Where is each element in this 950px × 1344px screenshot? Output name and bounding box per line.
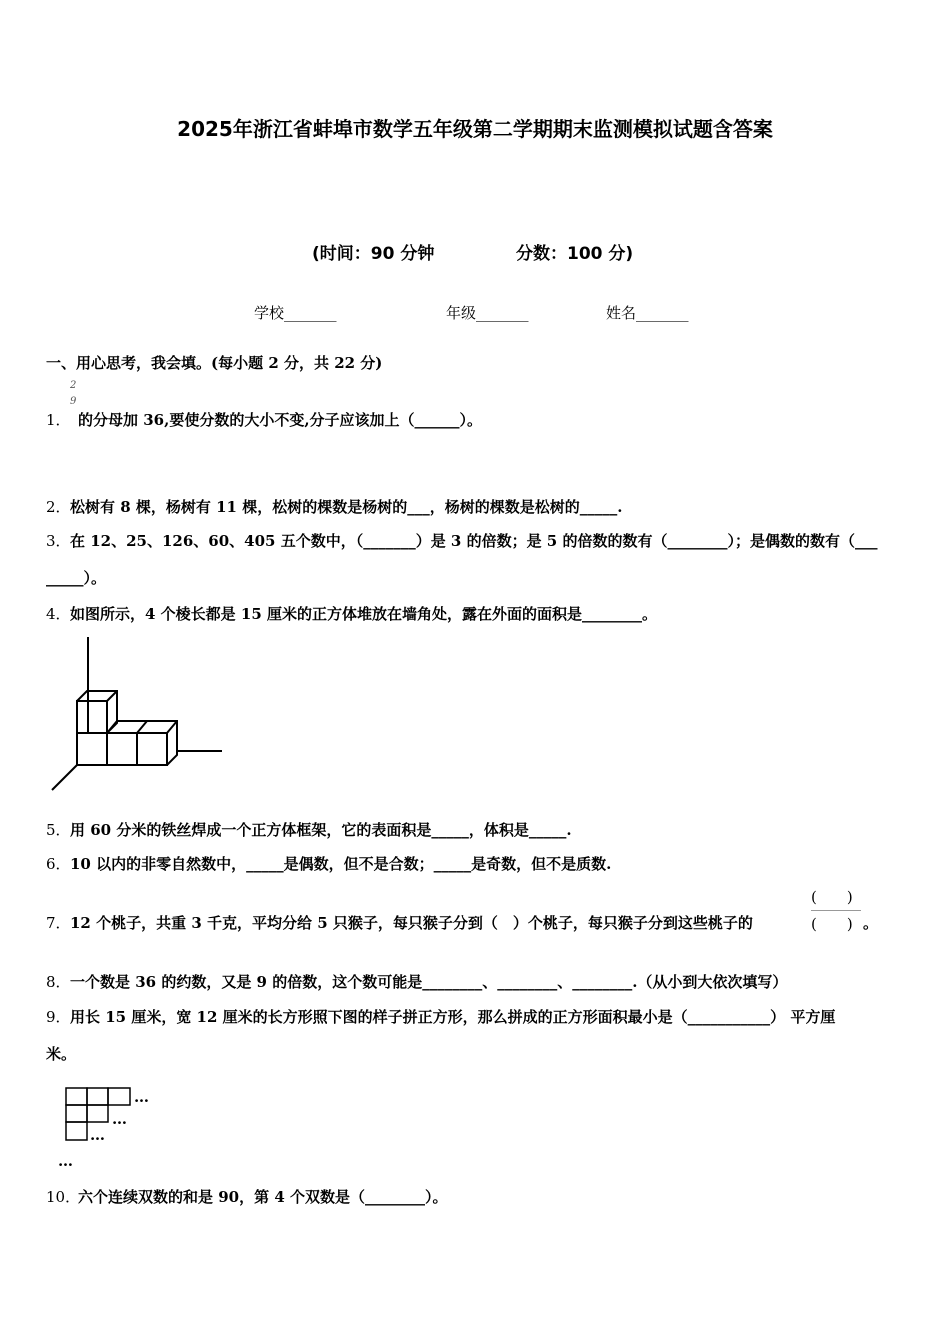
- question-text: 松树有 8 棵，杨树有 11 棵，松树的棵数是杨树的___，杨树的棵数是松树的_____.: [70, 498, 623, 516]
- question-number: 9．: [46, 1008, 71, 1026]
- question-number: 6．: [46, 855, 71, 873]
- ellipsis: …: [58, 1152, 73, 1170]
- question-text: 六个连续双数的和是 90，第 4 个双数是（________）。: [78, 1188, 448, 1206]
- question-text: 在 12、25、126、60、405 五个数中，（_______）是 3 的倍数；是 5 的倍数的数有（________）；是偶数的数有（___: [70, 532, 878, 550]
- question-text: 12 个桃子，共重 3 千克，平均分给 5 只猴子，每只猴子分到（ ）个桃子，每只猴子分到这些桃子的: [70, 914, 753, 932]
- question-number: 10．: [46, 1188, 81, 1206]
- question-text: 用 60 分米的铁丝焊成一个正方体框架，它的表面积是_____，体积是_____.: [70, 821, 572, 839]
- fraction-blank-bottom: ( ): [811, 915, 853, 933]
- question-text: 如图所示，4 个棱长都是 15 厘米的正方体堆放在墙角处，露在外面的面积是________。: [70, 605, 657, 623]
- question-text: 一个数是 36 的约数，又是 9 的倍数，这个数可能是________、________、________.（从小到大依次填写）: [70, 973, 788, 991]
- page-title: 2025年浙江省蚌埠市数学五年级第二学期期末监测模拟试题含答案: [177, 117, 773, 141]
- section-heading: 一、用心思考，我会填。(每小题 2 分，共 22 分): [46, 354, 383, 372]
- ellipsis: …: [112, 1110, 127, 1128]
- question-text-cont: _____）。: [46, 569, 107, 587]
- fraction-denominator: 9: [70, 396, 77, 407]
- question-number: 8．: [46, 973, 71, 991]
- question-text: 的分母加 36,要使分数的大小不变,分子应该加上（______）。: [78, 411, 483, 429]
- exam-time: (时间：90 分钟: [312, 244, 435, 264]
- question-number: 2．: [46, 498, 71, 516]
- question-number: 4．: [46, 605, 71, 623]
- fraction-numerator: 2: [70, 380, 77, 391]
- fraction-bar: [811, 910, 861, 911]
- question-text-end: 。: [863, 914, 879, 932]
- grade-field: 年级_______: [446, 304, 529, 322]
- exam-score: 分数：100 分): [516, 244, 634, 264]
- question-text-cont: 米。: [46, 1045, 77, 1063]
- ellipsis: …: [90, 1126, 105, 1144]
- name-field: 姓名_______: [606, 304, 689, 322]
- question-text: 10 以内的非零自然数中，_____是偶数，但不是合数；_____是奇数，但不是质数.: [70, 855, 612, 873]
- ellipsis: …: [134, 1088, 149, 1106]
- question-text: 用长 15 厘米，宽 12 厘米的长方形照下图的样子拼正方形，那么拼成的正方形面积最小是（___________） 平方厘: [70, 1008, 836, 1026]
- question-number: 7．: [46, 914, 71, 932]
- fraction-blank-top: ( ): [811, 888, 853, 906]
- question-number: 5．: [46, 821, 71, 839]
- school-field: 学校_______: [254, 304, 337, 322]
- question-number: 1．: [46, 411, 71, 429]
- question-number: 3．: [46, 532, 71, 550]
